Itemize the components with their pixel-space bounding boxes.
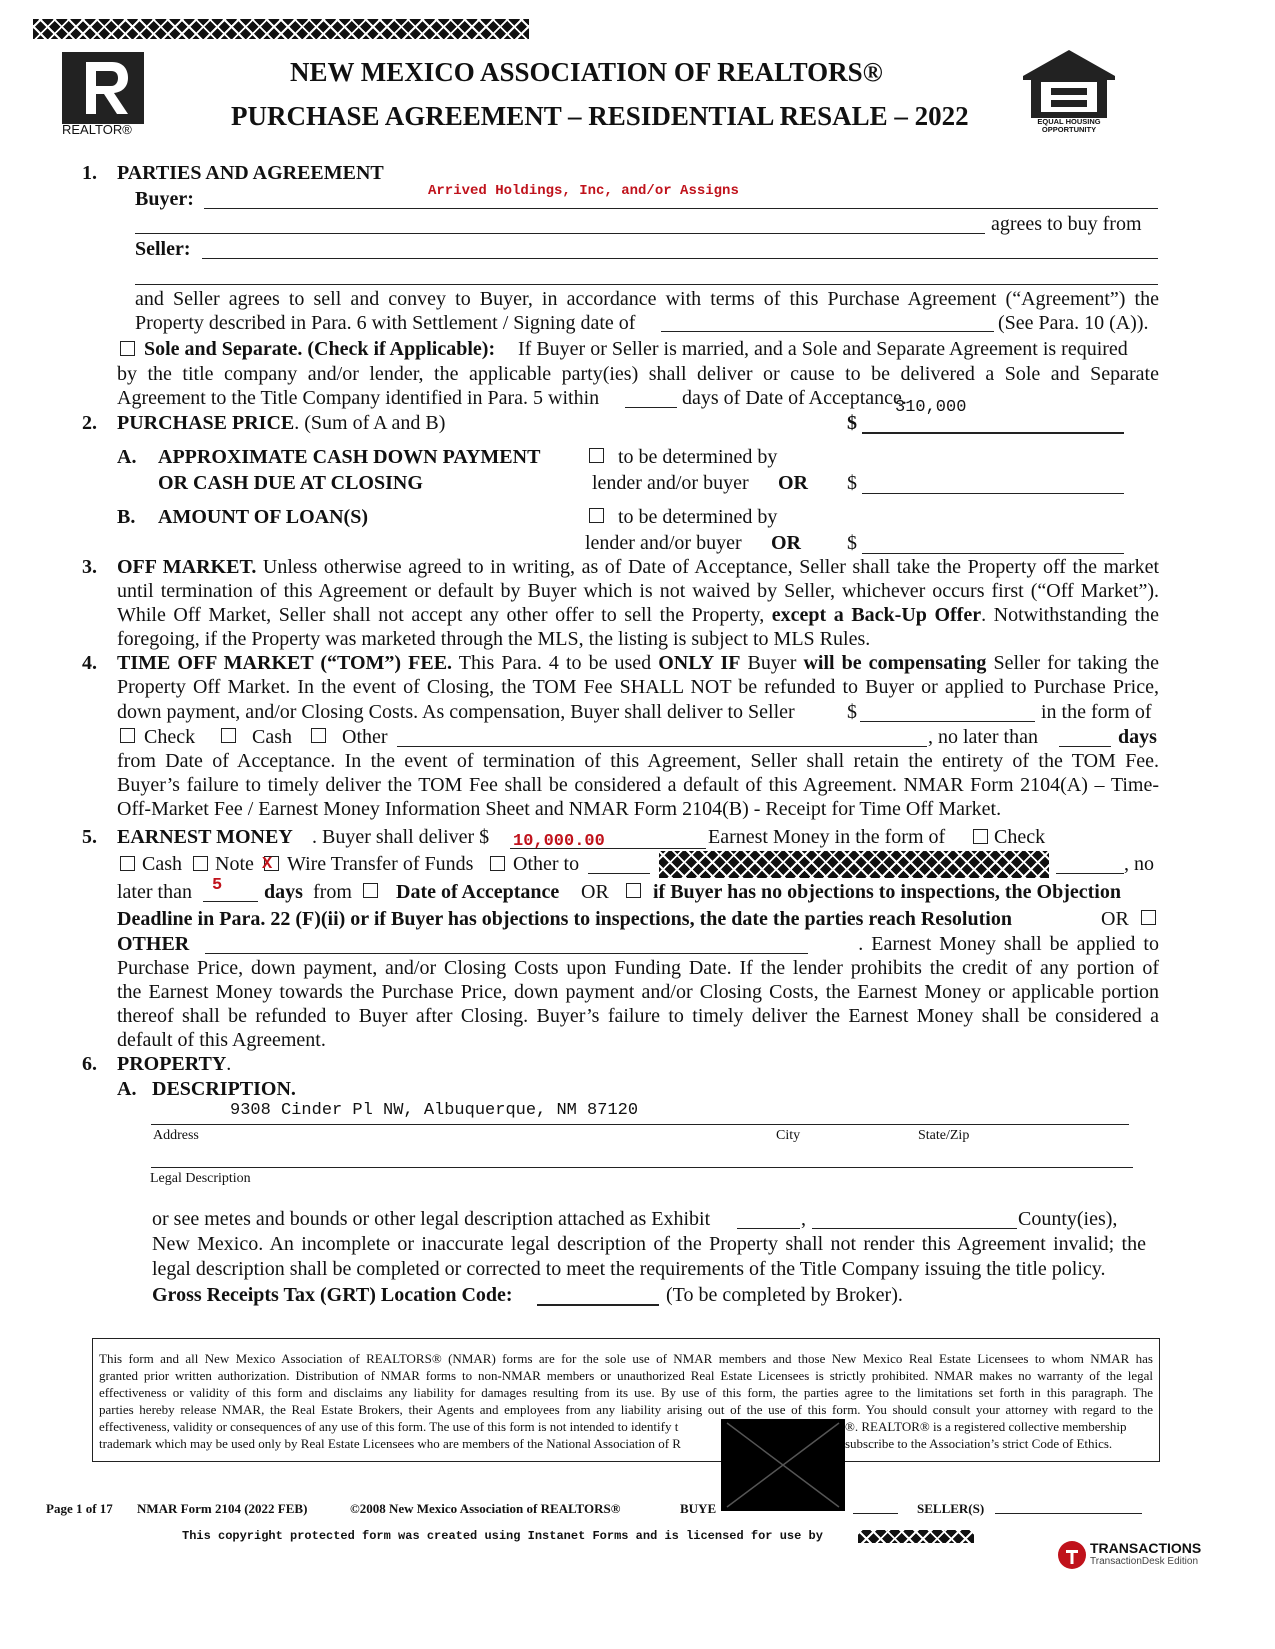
s6-line-2: New Mexico. An incomplete or inaccurate legal description of the Property shall not render this Agreement invalid; the xyxy=(152,1233,1146,1255)
em-l3-rest: if Buyer has no objections to inspections, the Objection xyxy=(653,881,1121,903)
loan-tbd-checkbox[interactable] xyxy=(589,508,604,523)
em-other-line-2[interactable] xyxy=(1056,873,1124,874)
loan-tbd-2: lender and/or buyer xyxy=(585,532,742,554)
realtor-logo-text: REALTOR® xyxy=(62,122,132,137)
s2b-label: B. xyxy=(117,506,136,528)
disclaimer-line-5b: ®. REALTOR® is a registered collective membership xyxy=(845,1419,1127,1434)
sole-line-3a: Agreement to the Title Company identified in Para. 5 within xyxy=(117,387,600,409)
em-l5b: . Earnest Money shall be applied to xyxy=(858,933,1159,955)
cross-icon xyxy=(721,1419,845,1511)
s1-number: 1. xyxy=(82,162,97,184)
em-other-deadline-checkbox[interactable] xyxy=(1141,910,1156,925)
em-or-2: OR xyxy=(1101,908,1129,930)
loan-or: OR xyxy=(771,532,801,554)
instanet-notice: This copyright protected form was created using Instanet Forms and is licensed for use by xyxy=(182,1529,823,1543)
s2-heading-wrap xyxy=(117,411,445,435)
cash-tbd-checkbox[interactable] xyxy=(589,448,604,463)
redaction-licensee xyxy=(858,1530,974,1543)
loan-tbd-1: to be determined by xyxy=(618,506,778,528)
s5-heading: EARNEST MONEY xyxy=(117,826,293,848)
seller-initials-label: SELLER(S) xyxy=(917,1501,985,1516)
em-days-line[interactable] xyxy=(203,901,258,902)
purchase-price-line[interactable] xyxy=(862,432,1124,434)
purchase-price-value[interactable]: 310,000 xyxy=(895,398,967,417)
s1-heading: PARTIES AND AGREEMENT xyxy=(117,162,384,184)
disclaimer-line-6a: trademark which may be used only by Real Estate Licensees who are members of the National Association of R xyxy=(99,1436,681,1451)
disclaimer-box xyxy=(92,1338,1160,1462)
em-days: days xyxy=(264,881,303,903)
realtor-logo xyxy=(62,52,144,138)
em-note-checkbox[interactable] xyxy=(193,856,208,871)
s6a-heading: DESCRIPTION. xyxy=(152,1078,296,1100)
s6-line-1b: County(ies), xyxy=(1018,1208,1118,1230)
tom-other-label: Other xyxy=(342,726,388,748)
s5-number: 5. xyxy=(82,826,97,848)
s2-sub: . (Sum of A and B) xyxy=(294,412,446,434)
tom-cash-label: Cash xyxy=(252,726,292,748)
s4-line-1 xyxy=(117,651,1159,675)
loan-amount-line[interactable] xyxy=(862,553,1124,554)
s5-line-9: default of this Agreement. xyxy=(117,1029,326,1051)
redaction-box-footer xyxy=(721,1419,845,1511)
cash-amount-line[interactable] xyxy=(862,493,1124,494)
s4-l1c: Buyer xyxy=(747,652,797,674)
tom-days: days xyxy=(1118,726,1157,748)
s5-line-6: Purchase Price, down payment, and/or Closing Costs upon Funding Date. If the lender prohibits the credit of any portion of xyxy=(117,957,1159,979)
redaction-box-title-company xyxy=(659,851,1049,878)
s4-heading: TIME OFF MARKET (“TOM”) FEE. xyxy=(117,652,453,674)
s6-number: 6. xyxy=(82,1053,97,1075)
seller-label: Seller: xyxy=(135,238,191,260)
s2b-text: AMOUNT OF LOAN(S) xyxy=(158,506,368,528)
s3-line-3c: . Notwithstanding the xyxy=(981,604,1160,626)
realtor-r-icon xyxy=(62,52,144,124)
sole-days-line[interactable] xyxy=(625,407,677,408)
form-number: NMAR Form 2104 (2022 FEB) xyxy=(137,1501,308,1516)
em-doa: Date of Acceptance xyxy=(396,881,560,903)
grt-code-line[interactable] xyxy=(537,1304,659,1306)
tom-cash-checkbox[interactable] xyxy=(221,728,236,743)
s4-l1e: Seller for taking the xyxy=(993,652,1160,674)
disclaimer-line-5a: effectiveness, validity or consequences of any use of this form. The use of this form is not intended to identify t xyxy=(99,1419,679,1434)
s1-line-1: and Seller agrees to sell and convey to Buyer, in accordance with terms of this Purchase Agreement (“Agreement”) the xyxy=(135,288,1159,310)
org-title: NEW MEXICO ASSOCIATION OF REALTORS® xyxy=(290,57,883,87)
em-other: OTHER xyxy=(117,933,190,955)
buyer-label: Buyer: xyxy=(135,188,194,210)
sole-bold: Sole and Separate. (Check if Applicable): xyxy=(144,338,496,360)
em-doa-checkbox[interactable] xyxy=(363,883,378,898)
form-title: PURCHASE AGREEMENT – RESIDENTIAL RESALE – 2022 xyxy=(231,101,969,131)
em-days-value[interactable]: 5 xyxy=(212,876,223,895)
city-caption: City xyxy=(776,1128,801,1143)
disclaimer-line-3: effectiveness or validity of this form and disclaims any liability for damages resulting from its use. By use of this form, the parties agree to the limitations set forth in this paragraph. The xyxy=(99,1385,1153,1400)
s4-l1d: will be compensating xyxy=(803,652,987,674)
legal-description-line[interactable] xyxy=(151,1167,1133,1168)
tom-no-later: , no later than xyxy=(928,726,1038,748)
earnest-money-value[interactable]: 10,000.00 xyxy=(513,832,605,851)
address-value[interactable]: 9308 Cinder Pl NW, Albuquerque, NM 87120 xyxy=(230,1101,639,1120)
s4-line-3a: down payment, and/or Closing Costs. As compensation, Buyer shall deliver to Seller xyxy=(117,701,795,723)
grt-rest: (To be completed by Broker). xyxy=(666,1284,903,1306)
s3-line-1-text: Unless otherwise agreed to in writing, as of Date of Acceptance, Seller shall take the Property off the market xyxy=(262,556,1160,578)
grt-label: Gross Receipts Tax (GRT) Location Code: xyxy=(152,1284,513,1306)
em-l4: Deadline in Para. 22 (F)(ii) or if Buyer has objections to inspections, the date the parties reach Resolution xyxy=(117,908,1012,930)
tom-days-line[interactable] xyxy=(1059,746,1111,747)
s6-heading-wrap xyxy=(117,1052,231,1076)
s2-heading: PURCHASE PRICE xyxy=(117,412,295,434)
s4-line-6: Buyer’s failure to timely deliver the TOM Fee shall be considered a default of this Agreement. NMAR Form 2104(A) – Time- xyxy=(117,774,1159,796)
s3-line-3b: except a Back-Up Offer xyxy=(771,604,982,626)
s6-line-3: legal description shall be completed or corrected to meet the requirements of the Title Company issuing the title policy. xyxy=(152,1258,1106,1280)
redaction-bar-top xyxy=(33,19,529,39)
settlement-date-line[interactable] xyxy=(661,331,994,332)
em-cash-checkbox[interactable] xyxy=(120,856,135,871)
sole-line-2: by the title company and/or lender, the applicable party(ies) shall deliver or cause to be delivered a Sole and Separate xyxy=(117,363,1159,385)
transactions-brand: TRANSACTIONS xyxy=(1090,1540,1202,1556)
tom-check-label: Check xyxy=(144,726,196,748)
s3-line-3a: While Off Market, Seller shall not accept any other offer to sell the Property, xyxy=(117,604,765,626)
buyer-line-1[interactable] xyxy=(204,208,1158,209)
buyer-line-2[interactable] xyxy=(135,233,985,234)
em-cash-label: Cash xyxy=(142,853,182,875)
s2a-label: A. xyxy=(117,446,137,468)
em-check-label: Check xyxy=(994,826,1046,848)
em-other-line-1[interactable] xyxy=(588,873,650,874)
equal-housing-text: EQUAL HOUSING OPPORTUNITY xyxy=(1037,117,1101,134)
s6-dot: . xyxy=(226,1053,232,1075)
cash-tbd-1: to be determined by xyxy=(618,446,778,468)
s4-line-5: from Date of Acceptance. In the event of termination of this Agreement, Seller shall retain the entirety of the TOM Fee. xyxy=(117,750,1159,772)
s6-line-1a: or see metes and bounds or other legal description attached as Exhibit xyxy=(152,1208,711,1230)
s2a-text-1: APPROXIMATE CASH DOWN PAYMENT xyxy=(158,446,541,468)
s4-number: 4. xyxy=(82,652,97,674)
equal-housing-logo xyxy=(1019,46,1119,136)
s4-line-7: Off-Market Fee / Earnest Money Information Sheet and NMAR Form 2104(B) - Receipt for Time Off Market. xyxy=(117,798,1002,820)
em-other-checkbox[interactable] xyxy=(490,856,505,871)
s3-line-3 xyxy=(117,603,1159,627)
s3-number: 3. xyxy=(82,556,97,578)
s3-line-1 xyxy=(117,555,1159,579)
s4-line-3b: in the form of xyxy=(1041,701,1152,723)
s2-number: 2. xyxy=(82,412,97,434)
disclaimer-line-4: parties hereby release NMAR, the Real Estate Brokers, their Agents and employees from any liability arising out of the use of this form. You should consult your attorney with regard to the xyxy=(99,1402,1153,1417)
tom-fee-line[interactable] xyxy=(860,721,1035,722)
cash-tbd-2: lender and/or buyer xyxy=(592,472,749,494)
em-wire-label: Wire Transfer of Funds xyxy=(287,853,474,875)
seller-initials-line[interactable] xyxy=(995,1513,1142,1514)
county-line[interactable] xyxy=(812,1228,1017,1229)
agrees-text: agrees to buy from xyxy=(991,213,1142,235)
sole-rest: If Buyer or Seller is married, and a Sole and Separate Agreement is required xyxy=(518,338,1128,360)
em-wire-mark: X xyxy=(262,855,273,874)
s4-dollar: $ xyxy=(847,701,857,723)
sole-separate-checkbox[interactable] xyxy=(120,341,135,356)
buyer-initials-line[interactable] xyxy=(853,1513,898,1514)
cash-dollar: $ xyxy=(847,472,857,494)
equal-housing-icon xyxy=(1019,46,1119,120)
em-other-deadline-line[interactable] xyxy=(205,953,808,954)
price-dollar: $ xyxy=(847,412,857,434)
s4-line-2: Property Off Market. In the event of Closing, the TOM Fee SHALL NOT be refunded to Buyer or applied to Purchase Price, xyxy=(117,676,1159,698)
s2a-text-2: OR CASH DUE AT CLOSING xyxy=(158,472,423,494)
em-from: from xyxy=(313,881,352,903)
s1-line-2a: Property described in Para. 6 with Settlement / Signing date of xyxy=(135,312,636,334)
address-line[interactable] xyxy=(151,1124,1129,1125)
em-later-than: later than xyxy=(117,881,192,903)
loan-dollar: $ xyxy=(847,532,857,554)
page-number: Page 1 of 17 xyxy=(46,1501,113,1516)
buyer-value[interactable]: Arrived Holdings, Inc, and/or Assigns xyxy=(428,183,739,199)
sole-line-3b: days of Date of Acceptance. xyxy=(682,387,907,409)
cash-or: OR xyxy=(778,472,808,494)
disclaimer-line-6b: subscribe to the Association’s strict Code of Ethics. xyxy=(845,1436,1113,1451)
legal-description-caption: Legal Description xyxy=(150,1171,251,1186)
copyright: ©2008 New Mexico Association of REALTORS® xyxy=(350,1501,621,1516)
earnest-money-line[interactable] xyxy=(510,848,706,849)
s4-l1a: This Para. 4 to be used xyxy=(458,652,652,674)
s3-line-4: foregoing, if the Property was marketed through the MLS, the listing is subject to MLS Rules. xyxy=(117,628,871,650)
s1-line-2b: (See Para. 10 (A)). xyxy=(998,312,1149,334)
tom-check-checkbox[interactable] xyxy=(120,728,135,743)
tom-other-checkbox[interactable] xyxy=(311,728,326,743)
s6a-label: A. xyxy=(117,1078,137,1100)
s5-line-7: the Earnest Money towards the Purchase Price, down payment and/or Closing Costs, the Earnest Money or applicable portion xyxy=(117,981,1159,1003)
seller-line-1[interactable] xyxy=(202,258,1158,259)
s3-line-2: until termination of this Agreement or default by Buyer which is not waived by Seller, whichever occurs first (“Off Market”). xyxy=(117,580,1159,602)
em-other-to: Other to xyxy=(513,853,580,875)
s6-heading: PROPERTY xyxy=(117,1053,227,1075)
tom-other-line[interactable] xyxy=(397,746,927,747)
s5-l1b: Earnest Money in the form of xyxy=(708,826,946,848)
address-caption: Address xyxy=(153,1128,199,1143)
em-or-1: OR xyxy=(581,881,609,903)
s5-l1a: . Buyer shall deliver $ xyxy=(312,826,490,848)
transactions-logo xyxy=(1057,1538,1207,1572)
em-no: , no xyxy=(1124,853,1154,875)
seller-line-2[interactable] xyxy=(135,284,1158,285)
transactions-sub: TransactionDesk Edition xyxy=(1090,1556,1199,1567)
em-check-checkbox[interactable] xyxy=(973,829,988,844)
buyer-initials-label: BUYE xyxy=(680,1501,717,1516)
s3-heading: OFF MARKET. xyxy=(117,556,257,578)
em-objection-checkbox[interactable] xyxy=(626,883,641,898)
em-note-label: Note xyxy=(215,853,254,875)
s4-l1b: ONLY IF xyxy=(658,652,741,674)
transactions-logo-icon xyxy=(1057,1540,1087,1570)
s5-line-8: thereof shall be refunded to Buyer after Closing. Buyer’s failure to timely deliver the Earnest Money shall be considered a xyxy=(117,1005,1159,1027)
state-zip-caption: State/Zip xyxy=(918,1128,970,1143)
s6-comma: , xyxy=(801,1208,806,1230)
disclaimer-line-1: This form and all New Mexico Association of REALTORS® (NMAR) forms are for the sole use of NMAR members and those New Mexico Real Estate Licensees to whom NMAR has xyxy=(99,1351,1153,1366)
disclaimer-line-2: granted prior written authorization. Distribution of NMAR forms to non-NMAR members or unauthorized Real Estate Licensees is strictly prohibited. NMAR makes no warranty of the legal xyxy=(99,1368,1153,1383)
exhibit-line[interactable] xyxy=(737,1228,800,1229)
